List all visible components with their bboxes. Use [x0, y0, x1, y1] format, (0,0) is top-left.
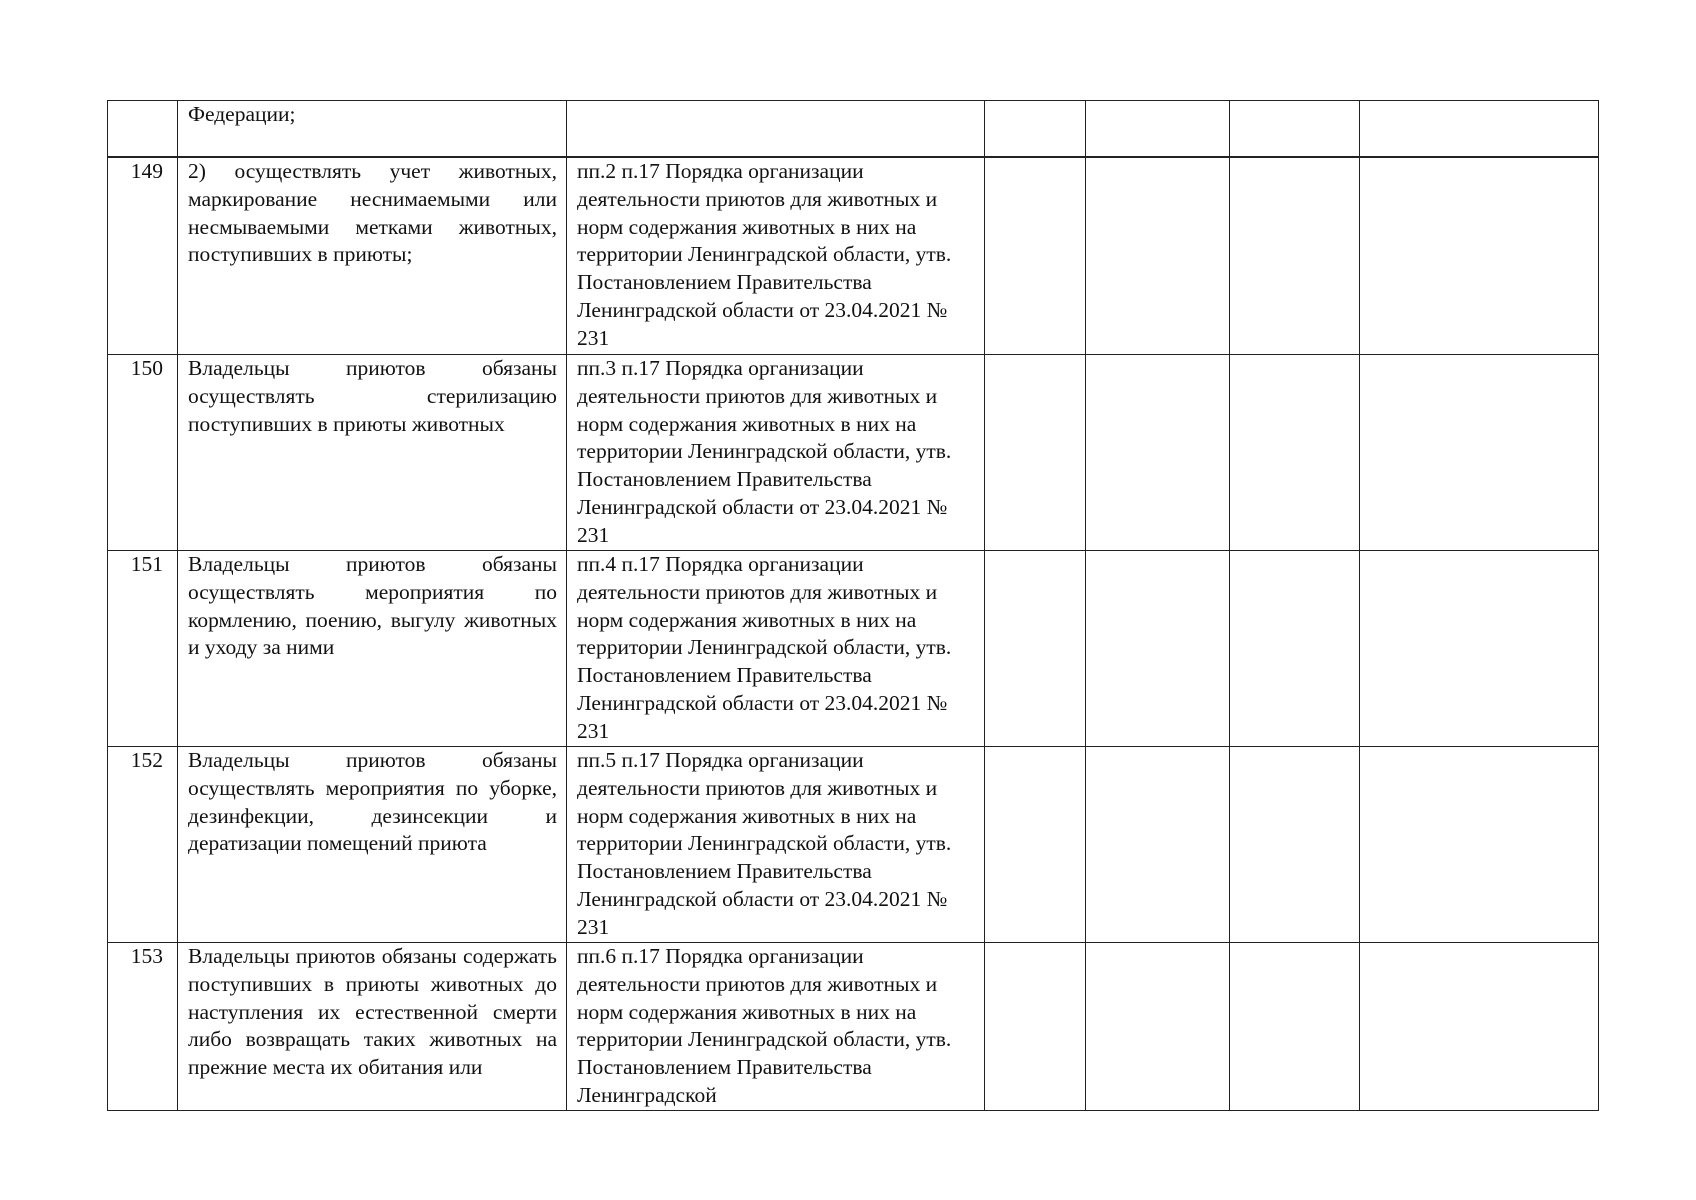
table-row [108, 355, 1599, 551]
empty-cell [985, 943, 1086, 1111]
row-number-cell: 153 [108, 943, 178, 1111]
empty-cell [1086, 157, 1230, 355]
empty-cell [1230, 943, 1360, 1111]
table-row [108, 101, 1599, 158]
legal-basis-cell [567, 101, 985, 158]
legal-basis-cell: пп.4 п.17 Порядка организации деятельности приютов для животных и норм содержания животных в них на территории Ленинградской области, утв. Постановлением Правительства Ленинградской области от 23.04.2021 № 231 [567, 551, 985, 747]
empty-cell [1230, 551, 1360, 747]
empty-cell [1086, 101, 1230, 158]
empty-cell [1360, 551, 1599, 747]
empty-cell [1360, 355, 1599, 551]
requirement-cell: Федерации; [178, 101, 567, 158]
requirements-table [107, 100, 1599, 1111]
empty-cell [1086, 943, 1230, 1111]
table-row [108, 157, 1599, 355]
table-row [108, 943, 1599, 1111]
row-number-cell: 150 [108, 355, 178, 551]
empty-cell [1230, 101, 1360, 158]
empty-cell [985, 101, 1086, 158]
requirement-cell: Владельцы приютов обязаны осуществлять мероприятия по кормлению, поению, выгулу животных и уходу за ними [178, 551, 567, 747]
empty-cell [985, 157, 1086, 355]
empty-cell [985, 355, 1086, 551]
legal-basis-cell: пп.2 п.17 Порядка организации деятельности приютов для животных и норм содержания животных в них на территории Ленинградской области, утв. Постановлением Правительства Ленинградской области от 23.04.2021 № 231 [567, 157, 985, 355]
empty-cell [1230, 355, 1360, 551]
empty-cell [1360, 157, 1599, 355]
empty-cell [1230, 157, 1360, 355]
empty-cell [1230, 747, 1360, 943]
empty-cell [1360, 101, 1599, 158]
empty-cell [1086, 551, 1230, 747]
empty-cell [985, 551, 1086, 747]
legal-basis-cell: пп.6 п.17 Порядка организации деятельности приютов для животных и норм содержания животных в них на территории Ленинградской области, утв. Постановлением Правительства Ленинградской [567, 943, 985, 1111]
requirement-cell: Владельцы приютов обязаны осуществлять мероприятия по уборке, дезинфекции, дезинсекции и дератизации помещений приюта [178, 747, 567, 943]
row-number-cell: 151 [108, 551, 178, 747]
empty-cell [1360, 747, 1599, 943]
row-number-cell: 152 [108, 747, 178, 943]
empty-cell [985, 747, 1086, 943]
row-number-cell [108, 101, 178, 158]
row-number-cell: 149 [108, 157, 178, 355]
empty-cell [1360, 943, 1599, 1111]
requirement-cell: Владельцы приютов обязаны содержать поступивших в приюты животных до наступления их естественной смерти либо возвращать таких животных на прежние места их обитания или [178, 943, 567, 1111]
legal-basis-cell: пп.3 п.17 Порядка организации деятельности приютов для животных и норм содержания животных в них на территории Ленинградской области, утв. Постановлением Правительства Ленинградской области от 23.04.2021 № 231 [567, 355, 985, 551]
empty-cell [1086, 355, 1230, 551]
requirement-cell: Владельцы приютов обязаны осуществлять стерилизацию поступивших в приюты животных [178, 355, 567, 551]
table-row [108, 747, 1599, 943]
legal-basis-cell: пп.5 п.17 Порядка организации деятельности приютов для животных и норм содержания животных в них на территории Ленинградской области, утв. Постановлением Правительства Ленинградской области от 23.04.2021 № 231 [567, 747, 985, 943]
table-row [108, 551, 1599, 747]
requirement-cell: 2) осуществлять учет животных, маркирование неснимаемыми или несмываемыми метками животных, поступивших в приюты; [178, 157, 567, 355]
empty-cell [1086, 747, 1230, 943]
